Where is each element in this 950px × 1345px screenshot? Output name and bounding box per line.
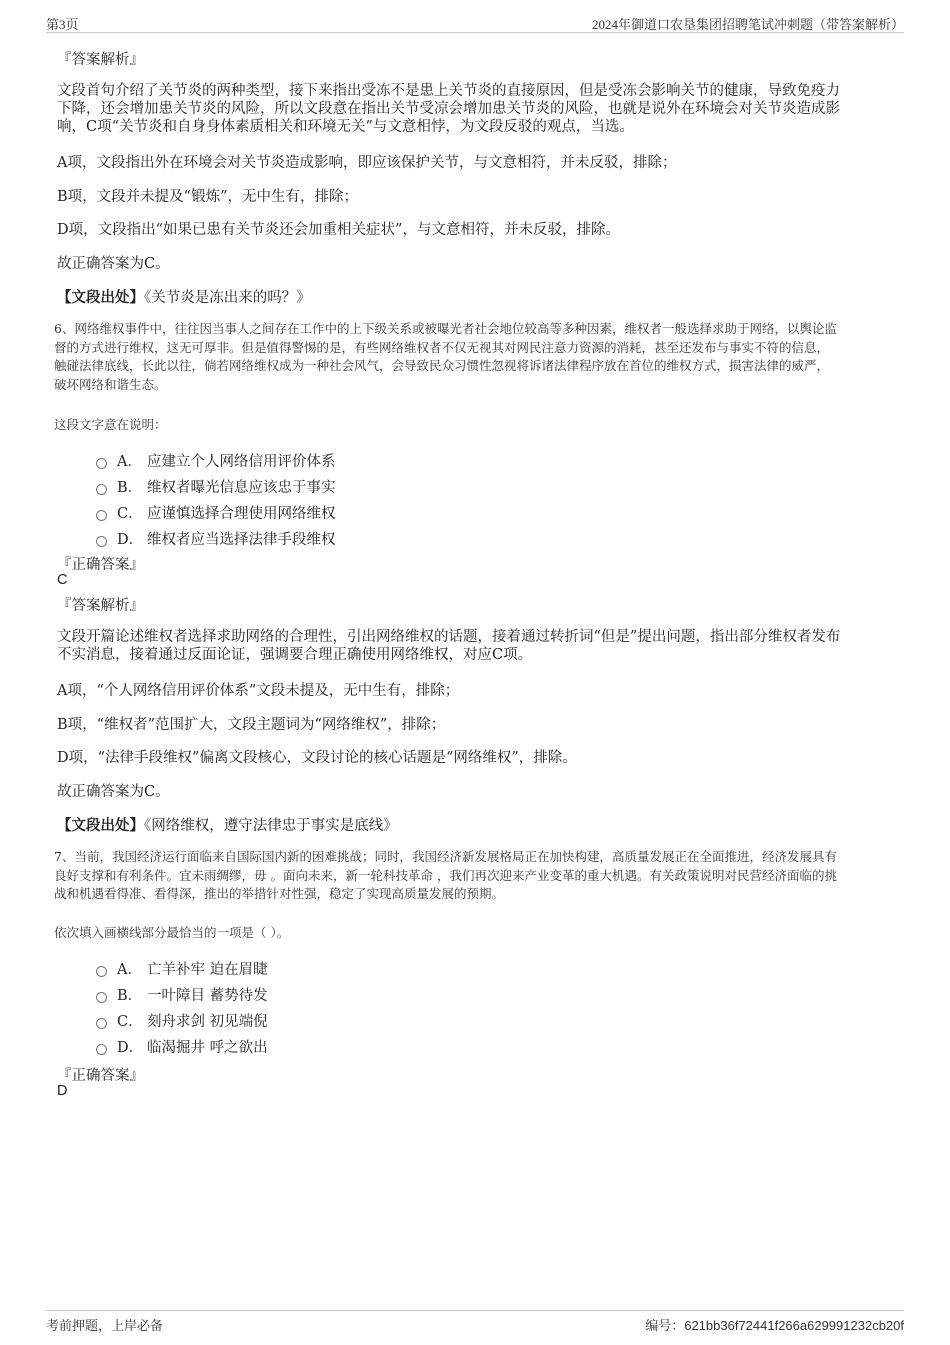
analysis-label: 『答案解析』 [57,598,144,614]
radio-icon[interactable] [96,992,107,1003]
question-6-option-d[interactable]: D． 维权者应当选择法律手段维权 [96,528,336,549]
radio-icon[interactable] [96,1044,107,1055]
radio-icon[interactable] [96,458,107,469]
question-6-option-b[interactable]: B． 维权者曝光信息应该忠于事实 [96,476,336,497]
analysis-item-d: D项，文段指出“如果已患有关节炎还会加重相关症状”，与文意相符，并未反驳，排除。 [57,222,620,238]
page-number: 第3页 [46,17,79,32]
document-code: 编号：621bb36f72441f266a629991232cb20f [645,1318,904,1333]
analysis-item-d: D项，“法律手段维权”偏离文段核心，文段讨论的核心话题是“网络维权”，排除。 [57,750,577,766]
page-footer [46,1310,904,1333]
analysis-label: 『答案解析』 [57,52,144,68]
radio-icon[interactable] [96,1018,107,1029]
analysis-item-a: A项，“个人网络信用评价体系”文段未提及，无中生有，排除； [57,683,460,699]
question-7-option-a[interactable]: A． 亡羊补牢 迫在眉睫 [96,958,268,979]
analysis-conclusion: 故正确答案为C。 [57,256,170,272]
analysis-paragraph: 文段首句介绍了关节炎的两种类型，接下来指出受冻不是患上关节炎的直接原因，但是受冻会影响关节的健康，导致免疫力 下降，还会增加患关节炎的风险，所以文段意在指出关节受凉会增加患关节炎的风险，也就是说外在环境会对关节炎造成影 响，C项“关节炎和自身身体素质相关和环境无关”与文意相悖，为文段反驳的观点，当选。 [57,83,840,135]
footer-slogan: 考前押题，上岸必备 [46,1318,164,1333]
question-7-text: 7、当前，我国经济运行面临来自国际国内新的困难挑战；同时，我国经济新发展格局正在加快构建，高质量发展正在全面推进，经济发展具有 良好支撑和有利条件。宜未雨绸缪，毋 。面向未来，新一轮科技革命 ，我们再次迎来产业变革的重大机遇。有关政策说明对民营经济面临的挑 战和机遇看得准、看得深，推出的举措针对性强，稳定了实现高质量发展的预期。 [54,849,837,901]
analysis-item-b: B项，“维权者”范围扩大，文段主题词为“网络维权”，排除； [57,717,446,733]
correct-answer-label: 『正确答案』 [57,557,144,573]
question-6-option-a[interactable]: A． 应建立个人网络信用评价体系 [96,450,336,471]
radio-icon[interactable] [96,536,107,547]
analysis-item-b: B项，文段并未提及“锻炼”，无中生有，排除； [57,189,358,205]
question-6-text: 6、网络维权事件中，往往因当事人之间存在工作中的上下级关系或被曝光者社会地位较高等多种因素，维权者一般选择求助于网络，以舆论监 督的方式进行维权，这无可厚非。但是值得警惕的是，有些网络维权者不仅无视其对网民注意力资源的消耗，甚至还发布与事实不符的信息， 触碰法律底线，长此以往，倘若网络维权成为一种社会风气，会导致民众习惯性忽视将诉诸法律程序放在首位的维权方式，损害法律的威严， 破坏网络和谐生态。 [54,321,837,392]
page-header [46,14,904,33]
question-7-option-b[interactable]: B． 一叶障目 蓄势待发 [96,984,268,1005]
radio-icon[interactable] [96,966,107,977]
question-7-prompt: 依次填入画横线部分最恰当的一项是（ ）。 [54,925,290,940]
radio-icon[interactable] [96,510,107,521]
analysis-item-a: A项，文段指出外在环境会对关节炎造成影响，即应该保护关节，与文意相符，并未反驳，排除； [57,155,677,171]
source-citation: 【文段出处】《关节炎是冻出来的吗？》 [57,289,311,306]
correct-answer: D [57,1083,68,1099]
document-title: 2024年御道口农垦集团招聘笔试冲刺题（带答案解析） [591,17,904,32]
question-6-prompt: 这段文字意在说明： [54,417,167,432]
question-7-option-d[interactable]: D． 临渴掘井 呼之欲出 [96,1036,268,1057]
analysis-conclusion: 故正确答案为C。 [57,784,170,800]
source-citation: 【文段出处】《网络维权，遵守法律忠于事实是底线》 [57,817,398,834]
question-7-option-c[interactable]: C． 刻舟求剑 初见端倪 [96,1010,268,1031]
analysis-paragraph: 文段开篇论述维权者选择求助网络的合理性，引出网络维权的话题，接着通过转折词“但是”提出问题，指出部分维权者发布 不实消息，接着通过反面论证，强调要合理正确使用网络维权，对应C项。 [57,629,841,663]
question-6-option-c[interactable]: C． 应谨慎选择合理使用网络维权 [96,502,336,523]
radio-icon[interactable] [96,484,107,495]
correct-answer: C [57,572,68,588]
correct-answer-label: 『正确答案』 [57,1068,144,1084]
